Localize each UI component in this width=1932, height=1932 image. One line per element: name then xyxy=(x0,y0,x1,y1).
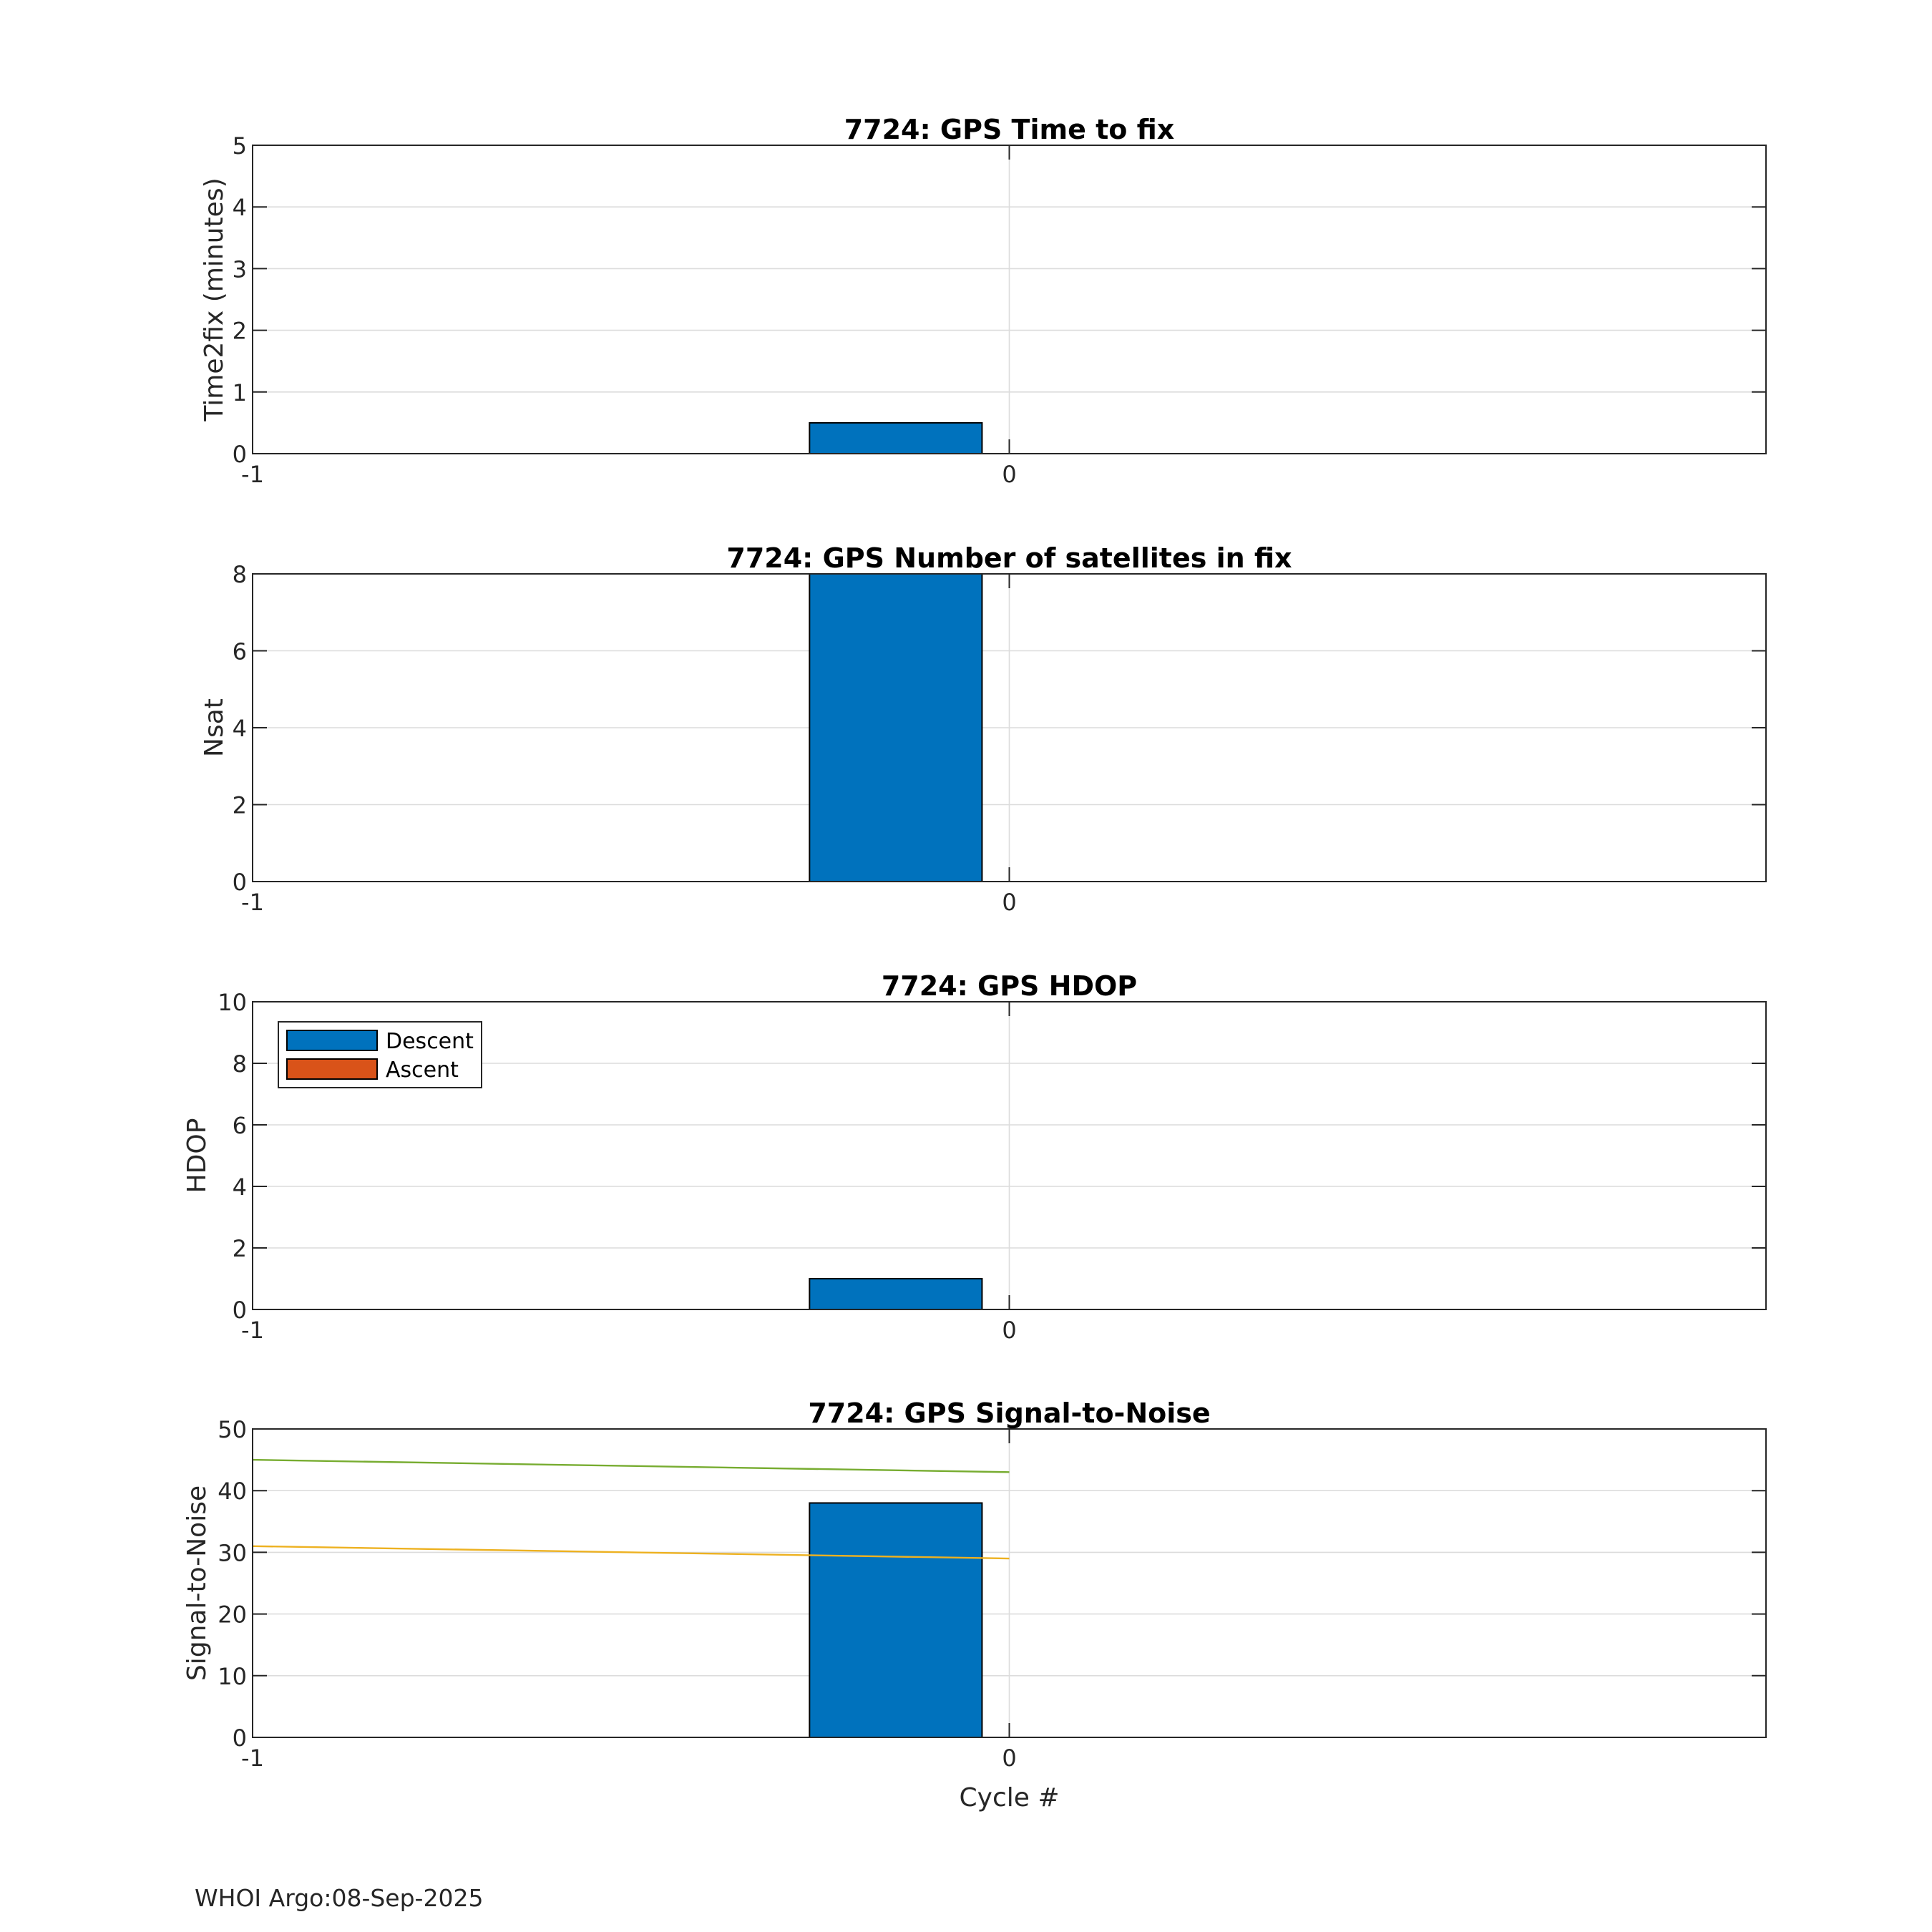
y-tick-label: 50 xyxy=(218,1416,247,1443)
x-tick-label: -1 xyxy=(241,889,264,916)
bar-descent xyxy=(809,423,982,454)
y-tick-label: 8 xyxy=(232,561,247,588)
y-axis-label: Signal-to-Noise xyxy=(182,1485,212,1682)
y-tick-label: 0 xyxy=(232,1724,247,1752)
x-tick-label: 0 xyxy=(1002,1317,1017,1344)
legend-label-ascent: Ascent xyxy=(386,1058,459,1083)
y-tick-label: 4 xyxy=(232,194,247,222)
y-axis-label: HDOP xyxy=(182,1118,212,1194)
y-tick-label: 2 xyxy=(232,1235,247,1262)
legend-swatch-ascent xyxy=(287,1059,377,1079)
y-tick-label: 0 xyxy=(232,1297,247,1324)
y-tick-label: 5 xyxy=(232,132,247,160)
y-axis-label: Nsat xyxy=(200,698,229,757)
bar-descent xyxy=(809,1279,982,1309)
chart-panel-3 xyxy=(182,970,1766,1344)
bar-descent xyxy=(809,574,982,882)
legend xyxy=(278,1022,482,1088)
y-tick-label: 6 xyxy=(232,1112,247,1139)
y-tick-label: 2 xyxy=(232,791,247,819)
y-tick-label: 4 xyxy=(232,1174,247,1201)
chart-panel-1 xyxy=(200,114,1766,488)
chart-title: 7724: GPS HDOP xyxy=(881,970,1138,1002)
y-tick-label: 40 xyxy=(218,1478,247,1506)
y-tick-label: 1 xyxy=(232,379,247,406)
chart-title: 7724: GPS Time to fix xyxy=(844,114,1175,145)
y-tick-label: 10 xyxy=(218,1662,247,1690)
chart-panel-4 xyxy=(182,1397,1766,1813)
y-tick-label: 4 xyxy=(232,715,247,742)
y-axis-label: Time2fix (minutes) xyxy=(200,177,229,421)
legend-label-descent: Descent xyxy=(386,1029,474,1054)
x-tick-label: 0 xyxy=(1002,461,1017,488)
chart-title: 7724: GPS Number of satellites in fix xyxy=(726,542,1292,574)
y-tick-label: 8 xyxy=(232,1050,247,1078)
x-tick-label: 0 xyxy=(1002,1745,1017,1772)
chart-title: 7724: GPS Signal-to-Noise xyxy=(808,1397,1211,1429)
x-axis-label: Cycle # xyxy=(959,1783,1060,1813)
x-tick-label: 0 xyxy=(1002,889,1017,916)
y-tick-label: 30 xyxy=(218,1539,247,1567)
x-tick-label: -1 xyxy=(241,1317,264,1344)
y-tick-label: 20 xyxy=(218,1601,247,1629)
y-tick-label: 0 xyxy=(232,441,247,468)
y-tick-label: 0 xyxy=(232,869,247,896)
x-tick-label: -1 xyxy=(241,1745,264,1772)
legend-swatch-descent xyxy=(287,1030,377,1050)
y-tick-label: 6 xyxy=(232,638,247,665)
y-tick-label: 3 xyxy=(232,255,247,283)
y-tick-label: 10 xyxy=(218,989,247,1016)
y-tick-label: 2 xyxy=(232,317,247,345)
chart-panel-2 xyxy=(200,542,1766,916)
bar-descent xyxy=(809,1503,982,1737)
x-tick-label: -1 xyxy=(241,461,264,488)
footer-caption: WHOI Argo:08-Sep-2025 xyxy=(195,1884,484,1912)
